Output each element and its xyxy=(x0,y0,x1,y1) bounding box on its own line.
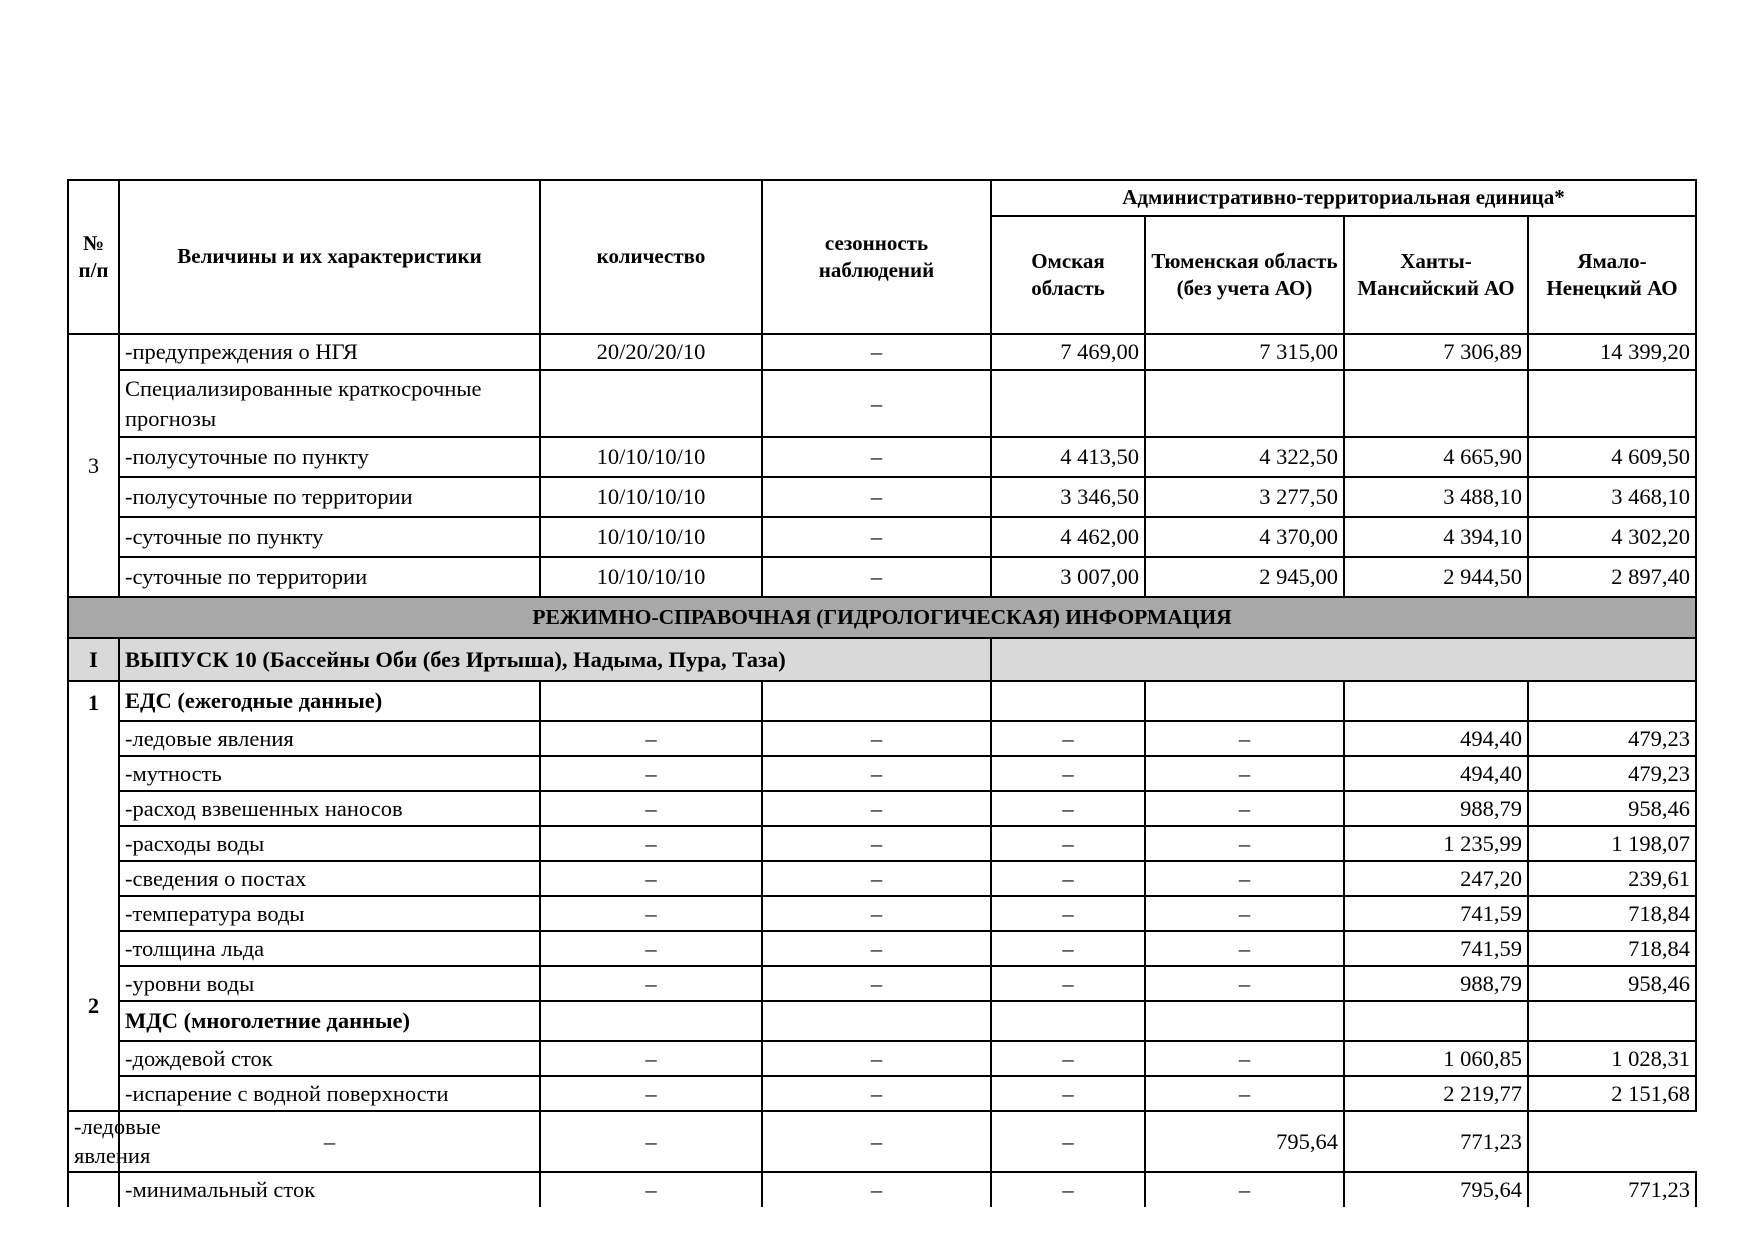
value-yanao: 958,46 xyxy=(1528,791,1696,826)
row-qty: – xyxy=(540,931,762,966)
tariff-table xyxy=(67,179,1697,1207)
row-name: -температура воды xyxy=(119,896,540,931)
row-name: -суточные по территории xyxy=(119,557,540,597)
header-qty: количество xyxy=(540,180,762,334)
row-season: – xyxy=(762,966,991,1001)
row-qty: 10/10/10/10 xyxy=(540,437,762,477)
row-qty: – xyxy=(540,721,762,756)
value-khmao xyxy=(1344,370,1528,437)
row-name: -ледовые явления xyxy=(68,1111,119,1172)
value-tyumen: – xyxy=(991,1111,1145,1172)
table-row xyxy=(68,721,1696,756)
value-khmao: 795,64 xyxy=(1145,1111,1344,1172)
row-qty: – xyxy=(540,756,762,791)
subsection-num-eds: 1 xyxy=(87,690,100,715)
subsection-num-mds: 2 xyxy=(87,993,100,1018)
value-yanao: 3 468,10 xyxy=(1528,477,1696,517)
row-season: – xyxy=(762,370,991,437)
value-omsk: – xyxy=(991,826,1145,861)
row-season: – xyxy=(762,756,991,791)
value-tyumen: – xyxy=(1145,1041,1344,1076)
value-khmao: 3 488,10 xyxy=(1344,477,1528,517)
row-season: – xyxy=(762,437,991,477)
value-yanao: 2 151,68 xyxy=(1528,1076,1696,1111)
group-num: I xyxy=(68,638,119,681)
row-season: – xyxy=(762,826,991,861)
header-name: Величины и их характеристики xyxy=(119,180,540,334)
value-omsk: 7 469,00 xyxy=(991,334,1145,370)
value-yanao: 14 399,20 xyxy=(1528,334,1696,370)
row-name: -ледовые явления xyxy=(119,721,540,756)
value-yanao: 4 302,20 xyxy=(1528,517,1696,557)
empty-cell xyxy=(762,1001,991,1041)
value-tyumen: 3 277,50 xyxy=(1145,477,1344,517)
value-tyumen: 4 322,50 xyxy=(1145,437,1344,477)
row-name: -минимальный сток xyxy=(119,1172,540,1207)
empty-cell xyxy=(1145,1001,1344,1041)
table-row xyxy=(68,826,1696,861)
row-qty: 20/20/20/10 xyxy=(540,334,762,370)
row-qty: – xyxy=(540,826,762,861)
value-khmao: 795,64 xyxy=(1344,1172,1528,1207)
row-qty: – xyxy=(540,896,762,931)
value-omsk: – xyxy=(991,1041,1145,1076)
value-khmao: 2 219,77 xyxy=(1344,1076,1528,1111)
subsection-row xyxy=(68,1001,1696,1041)
subsection-num-1 xyxy=(68,681,119,1111)
row-qty: – xyxy=(119,1111,540,1172)
empty-cell xyxy=(540,1001,762,1041)
value-omsk: 3 007,00 xyxy=(991,557,1145,597)
table-row xyxy=(68,756,1696,791)
row-qty: 10/10/10/10 xyxy=(540,477,762,517)
row-name: -предупреждения о НГЯ xyxy=(119,334,540,370)
value-khmao: 4 665,90 xyxy=(1344,437,1528,477)
empty-cell xyxy=(1145,681,1344,721)
row-season: – xyxy=(762,721,991,756)
table-row xyxy=(68,557,1696,597)
value-omsk: – xyxy=(991,931,1145,966)
value-tyumen: – xyxy=(1145,1172,1344,1207)
value-yanao: 479,23 xyxy=(1528,721,1696,756)
value-omsk: – xyxy=(991,896,1145,931)
empty-cell xyxy=(762,681,991,721)
row-season: – xyxy=(540,1111,762,1172)
value-yanao: 958,46 xyxy=(1528,966,1696,1001)
row-qty: – xyxy=(540,861,762,896)
value-omsk xyxy=(991,370,1145,437)
header-region-yanao: Ямало-Ненецкий АО xyxy=(1528,216,1696,334)
value-khmao: 494,40 xyxy=(1344,721,1528,756)
empty-cell xyxy=(991,1001,1145,1041)
value-yanao xyxy=(1528,370,1696,437)
row-qty: – xyxy=(540,966,762,1001)
value-khmao: 7 306,89 xyxy=(1344,334,1528,370)
section-row xyxy=(68,597,1696,638)
value-yanao: 479,23 xyxy=(1528,756,1696,791)
header-region-khmao: Ханты-Мансийский АО xyxy=(1344,216,1528,334)
value-tyumen: – xyxy=(1145,861,1344,896)
value-tyumen: – xyxy=(1145,756,1344,791)
row-name: -полусуточные по территории xyxy=(119,477,540,517)
value-khmao: 1 060,85 xyxy=(1344,1041,1528,1076)
value-yanao: 4 609,50 xyxy=(1528,437,1696,477)
row-qty: 10/10/10/10 xyxy=(540,557,762,597)
subsection-title-mds: МДС (многолетние данные) xyxy=(119,1001,540,1041)
header-num: № п/п xyxy=(68,180,119,334)
value-yanao: 2 897,40 xyxy=(1528,557,1696,597)
table-row xyxy=(68,437,1696,477)
row-qty: – xyxy=(540,791,762,826)
row-name: -мутность xyxy=(119,756,540,791)
table-row xyxy=(68,370,1696,437)
row-season: – xyxy=(762,861,991,896)
value-tyumen: 7 315,00 xyxy=(1145,334,1344,370)
row-qty: 10/10/10/10 xyxy=(540,517,762,557)
table-row xyxy=(68,896,1696,931)
value-yanao: 239,61 xyxy=(1528,861,1696,896)
row-season: – xyxy=(762,791,991,826)
value-tyumen: – xyxy=(1145,896,1344,931)
row-name: Специализированные краткосрочные прогнозы xyxy=(119,370,540,437)
value-tyumen: – xyxy=(1145,1076,1344,1111)
group-row xyxy=(68,638,1696,681)
table-row xyxy=(68,861,1696,896)
value-tyumen: – xyxy=(1145,966,1344,1001)
row-name: -суточные по пункту xyxy=(119,517,540,557)
value-yanao: 718,84 xyxy=(1528,931,1696,966)
row-name: -расходы воды xyxy=(119,826,540,861)
table-row xyxy=(68,931,1696,966)
row-season: – xyxy=(762,1076,991,1111)
row-season: – xyxy=(762,557,991,597)
empty-cell xyxy=(1344,1001,1528,1041)
table-row xyxy=(68,517,1696,557)
table-row xyxy=(68,1111,1696,1172)
header-admin-unit: Административно-территориальная единица* xyxy=(991,180,1696,216)
header-region-tyumen: Тюменская область (без учета АО) xyxy=(1145,216,1344,334)
value-yanao: 771,23 xyxy=(1528,1172,1696,1207)
row-name: -уровни воды xyxy=(119,966,540,1001)
value-omsk: – xyxy=(991,756,1145,791)
value-tyumen: – xyxy=(1145,931,1344,966)
value-omsk: – xyxy=(991,966,1145,1001)
empty-cell xyxy=(1528,1001,1696,1041)
section-title: РЕЖИМНО-СПРАВОЧНАЯ (ГИДРОЛОГИЧЕСКАЯ) ИНФОРМАЦИЯ xyxy=(68,597,1696,638)
value-omsk: 3 346,50 xyxy=(991,477,1145,517)
header-region-omsk: Омская область xyxy=(991,216,1145,334)
value-tyumen: – xyxy=(1145,721,1344,756)
table-row xyxy=(68,791,1696,826)
value-khmao: 494,40 xyxy=(1344,756,1528,791)
value-khmao: 247,20 xyxy=(1344,861,1528,896)
empty-cell xyxy=(1528,681,1696,721)
row-qty xyxy=(540,370,762,437)
row-season: – xyxy=(762,1172,991,1207)
empty-cell xyxy=(991,681,1145,721)
value-tyumen: – xyxy=(1145,791,1344,826)
subsection-row xyxy=(68,681,1696,721)
table-row xyxy=(68,1172,1696,1207)
value-omsk: – xyxy=(991,861,1145,896)
empty-cell xyxy=(1344,681,1528,721)
value-tyumen: 4 370,00 xyxy=(1145,517,1344,557)
value-khmao: 4 394,10 xyxy=(1344,517,1528,557)
value-omsk: – xyxy=(991,721,1145,756)
row-qty: – xyxy=(540,1172,762,1207)
row-season: – xyxy=(762,477,991,517)
header-row-1 xyxy=(68,180,1696,216)
table-row xyxy=(68,334,1696,370)
value-tyumen: – xyxy=(1145,826,1344,861)
subsection-title-eds: ЕДС (ежегодные данные) xyxy=(119,681,540,721)
row-name: -дождевой сток xyxy=(119,1041,540,1076)
row-season: – xyxy=(762,1041,991,1076)
value-omsk: – xyxy=(991,791,1145,826)
value-yanao: 718,84 xyxy=(1528,896,1696,931)
value-omsk: – xyxy=(991,1076,1145,1111)
table-row xyxy=(68,1041,1696,1076)
table-row xyxy=(68,966,1696,1001)
value-khmao: 2 944,50 xyxy=(1344,557,1528,597)
table-row xyxy=(68,477,1696,517)
row-season: – xyxy=(762,896,991,931)
row-name: -толщина льда xyxy=(119,931,540,966)
value-khmao: 1 235,99 xyxy=(1344,826,1528,861)
row-season: – xyxy=(762,517,991,557)
row-num-empty xyxy=(68,1172,119,1207)
row-qty: – xyxy=(540,1076,762,1111)
value-omsk: – xyxy=(991,1172,1145,1207)
value-khmao: 988,79 xyxy=(1344,966,1528,1001)
value-omsk: 4 462,00 xyxy=(991,517,1145,557)
row-name: -полусуточные по пункту xyxy=(119,437,540,477)
row-season: – xyxy=(762,334,991,370)
value-khmao: 741,59 xyxy=(1344,896,1528,931)
value-yanao: 1 198,07 xyxy=(1528,826,1696,861)
value-omsk: – xyxy=(762,1111,991,1172)
value-yanao: 771,23 xyxy=(1344,1111,1528,1172)
row-name: -испарение с водной поверхности xyxy=(119,1076,540,1111)
value-omsk: 4 413,50 xyxy=(991,437,1145,477)
header-season: сезонность наблюдений xyxy=(762,180,991,334)
value-yanao: 1 028,31 xyxy=(1528,1041,1696,1076)
empty-cell xyxy=(540,681,762,721)
row-qty: – xyxy=(540,1041,762,1076)
row-num: 3 xyxy=(68,334,119,597)
table-row xyxy=(68,1076,1696,1111)
row-name: -сведения о постах xyxy=(119,861,540,896)
group-fill xyxy=(991,638,1696,681)
value-khmao: 988,79 xyxy=(1344,791,1528,826)
row-name: -расход взвешенных наносов xyxy=(119,791,540,826)
value-tyumen: 2 945,00 xyxy=(1145,557,1344,597)
group-title: ВЫПУСК 10 (Бассейны Оби (без Иртыша), Надыма, Пура, Таза) xyxy=(119,638,991,681)
value-khmao: 741,59 xyxy=(1344,931,1528,966)
row-season: – xyxy=(762,931,991,966)
value-tyumen xyxy=(1145,370,1344,437)
